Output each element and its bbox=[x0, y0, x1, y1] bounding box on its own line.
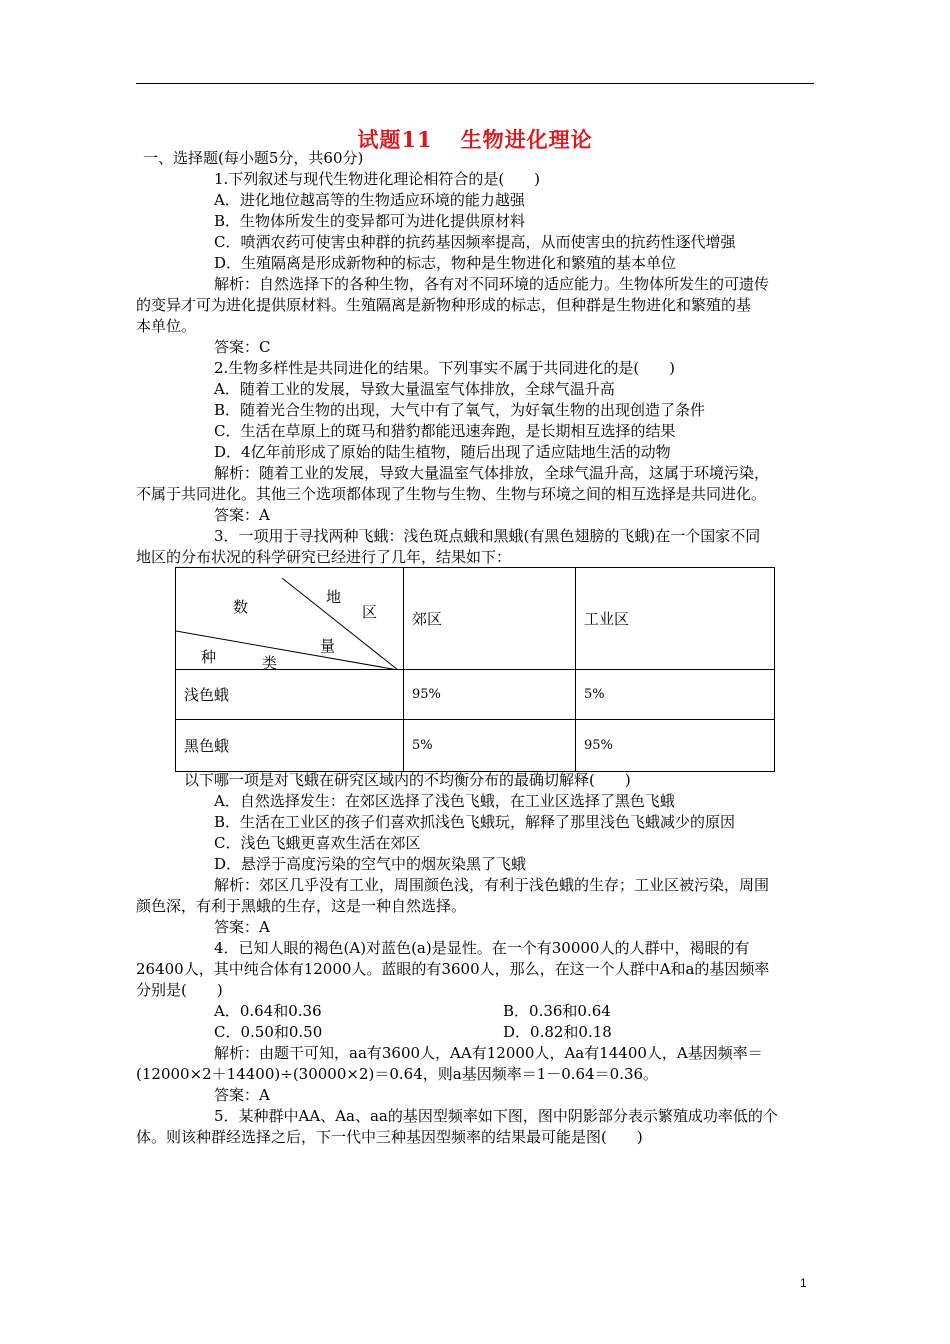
q4-explanation-1: 解析：由题干可知，aa有3600人，AA有12000人，Aa有14400人，A基因频率＝ bbox=[214, 1044, 763, 1062]
q3-option-c: C．浅色飞蛾更喜欢生活在郊区 bbox=[214, 834, 421, 852]
q4-option-d: D．0.82和0.18 bbox=[503, 1023, 612, 1041]
title-number: 试题11 bbox=[357, 127, 433, 152]
q4-stem-3: 分别是( ) bbox=[136, 981, 223, 999]
row-value-suburb: 95% bbox=[404, 670, 576, 720]
q3-option-b: B．生活在工业区的孩子们喜欢抓浅色飞蛾玩，解释了那里浅色飞蛾减少的原因 bbox=[214, 813, 736, 831]
q1-option-b: B．生物体所发生的变异都可为进化提供原材料 bbox=[214, 212, 526, 230]
q4-stem-1: 4．已知人眼的褐色(A)对蓝色(a)是显性。在一个有30000人的人群中，褐眼的有 bbox=[214, 939, 750, 957]
header-label-qu: 区 bbox=[362, 603, 378, 621]
q2-answer: 答案：A bbox=[214, 506, 270, 524]
q2-option-a: A．随着工业的发展，导致大量温室气体排放，全球气温升高 bbox=[214, 380, 615, 398]
q4-explanation-2: (12000×2＋14400)÷(30000×2)＝0.64，则a基因频率＝1－0.64＝0.36。 bbox=[136, 1065, 659, 1083]
q2-option-b: B．随着光合生物的出现，大气中有了氧气，为好氧生物的出现创造了条件 bbox=[214, 401, 706, 419]
table-row bbox=[176, 720, 775, 772]
q1-answer: 答案：C bbox=[214, 338, 271, 356]
row-name: 浅色蛾 bbox=[176, 670, 404, 720]
q2-explanation-1: 解析：随着工业的发展，导致大量温室气体排放，全球气温升高，这属于环境污染， bbox=[214, 464, 770, 482]
q1-explanation-1: 解析：自然选择下的各种生物，各有对不同环境的适应能力。生物体所发生的可遗传 bbox=[214, 275, 770, 293]
column-header-industrial: 工业区 bbox=[576, 568, 775, 670]
header-label-liang: 量 bbox=[320, 637, 336, 655]
row-name: 黑色蛾 bbox=[176, 720, 404, 772]
q1-explanation-3: 本单位。 bbox=[136, 317, 197, 335]
header-label-lei: 类 bbox=[262, 654, 278, 672]
q4-answer: 答案：A bbox=[214, 1086, 270, 1104]
q3-ask: 以下哪一项是对飞蛾在研究区域内的不均衡分布的最确切解释( ) bbox=[184, 771, 631, 789]
moth-distribution-table bbox=[175, 567, 775, 772]
q1-option-c: C．喷洒农药可使害虫种群的抗药基因频率提高，从而使害虫的抗药性逐代增强 bbox=[214, 233, 736, 251]
header-label-di: 地 bbox=[326, 588, 342, 606]
row-value-industrial: 95% bbox=[576, 720, 775, 772]
table-row bbox=[176, 670, 775, 720]
q5-stem-2: 体。则该种群经选择之后，下一代中三种基因型频率的结果最可能是图( ) bbox=[136, 1128, 643, 1146]
section-heading: 一、选择题(每小题5分，共60分) bbox=[143, 149, 364, 167]
title-name: 生物进化理论 bbox=[460, 127, 593, 152]
q2-explanation-2: 不属于共同进化。其他三个选项都体现了生物与生物、生物与环境之间的相互选择是共同进化。 bbox=[136, 485, 767, 503]
q3-explanation-2: 颜色深，有利于黑蛾的生存，这是一种自然选择。 bbox=[136, 897, 467, 915]
q3-stem-1: 3．一项用于寻找两种飞蛾：浅色斑点蛾和黑蛾(有黑色翅膀的飞蛾)在一个国家不同 bbox=[214, 527, 761, 545]
q4-stem-2: 26400人，其中纯合体有12000人。蓝眼的有3600人，那么，在这一个人群中A和a的基因频率 bbox=[136, 960, 770, 978]
q1-option-a: A．进化地位越高等的生物适应环境的能力越强 bbox=[214, 191, 525, 209]
header-label-shu: 数 bbox=[233, 598, 249, 616]
q3-explanation-1: 解析：郊区几乎没有工业，周围颜色浅，有利于浅色蛾的生存；工业区被污染，周围 bbox=[214, 876, 770, 894]
page-number: 1 bbox=[800, 1276, 807, 1290]
q2-option-c: C．生活在草原上的斑马和猎豹都能迅速奔跑，是长期相互选择的结果 bbox=[214, 422, 676, 440]
q4-option-c: C．0.50和0.50 bbox=[214, 1023, 323, 1041]
q4-option-b: B．0.36和0.64 bbox=[503, 1002, 611, 1020]
q5-stem-1: 5．某种群中AA、Aa、aa的基因型频率如下图，图中阴影部分表示繁殖成功率低的个 bbox=[214, 1107, 778, 1125]
table-header-diagonal-cell bbox=[176, 568, 404, 670]
q1-stem: 1.下列叙述与现代生物进化理论相符合的是( ) bbox=[214, 170, 541, 188]
column-header-suburb: 郊区 bbox=[404, 568, 576, 670]
q1-option-d: D．生殖隔离是形成新物种的标志，物种是生物进化和繁殖的基本单位 bbox=[214, 254, 677, 272]
row-value-suburb: 5% bbox=[404, 720, 576, 772]
q2-option-d: D．4亿年前形成了原始的陆生植物，随后出现了适应陆地生活的动物 bbox=[214, 443, 671, 461]
header-rule bbox=[136, 83, 814, 84]
q3-option-a: A．自然选择发生：在郊区选择了浅色飞蛾，在工业区选择了黑色飞蛾 bbox=[214, 792, 675, 810]
q3-stem-2: 地区的分布状况的科学研究已经进行了几年，结果如下： bbox=[136, 548, 512, 566]
q4-option-a: A．0.64和0.36 bbox=[214, 1002, 322, 1020]
q2-stem: 2.生物多样性是共同进化的结果。下列事实不属于共同进化的是( ) bbox=[214, 359, 676, 377]
header-label-zhong: 种 bbox=[201, 648, 217, 666]
q3-option-d: D．悬浮于高度污染的空气中的烟灰染黑了飞蛾 bbox=[214, 855, 527, 873]
row-value-industrial: 5% bbox=[576, 670, 775, 720]
q3-answer: 答案：A bbox=[214, 918, 270, 936]
q1-explanation-2: 的变异才可为进化提供原材料。生殖隔离是新物种形成的标志，但种群是生物进化和繁殖的基 bbox=[136, 296, 752, 314]
